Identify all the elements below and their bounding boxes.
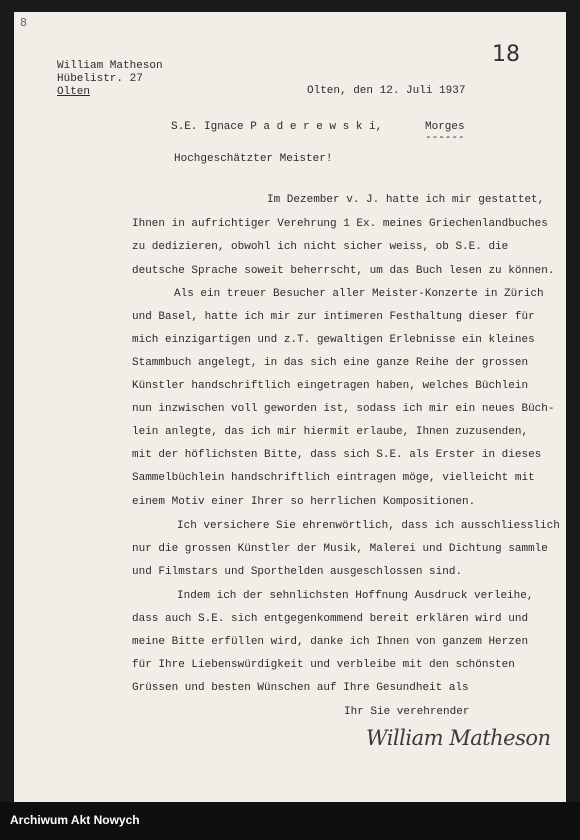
archive-footer: [0, 802, 580, 840]
body-line: Künstler handschriftlich eingetragen haben, welches Büchlein: [132, 380, 529, 392]
body-line: meine Bitte erfüllen wird, danke ich Ihnen von ganzem Herzen: [132, 636, 529, 648]
body-line: Ihnen in aufrichtiger Verehrung 1 Ex. meines Griechenlandbuches: [132, 218, 548, 230]
sender-street: Hübelistr. 27: [57, 73, 143, 85]
archive-name: Archiwum Akt Nowych: [10, 813, 140, 827]
body-line: zu dedizieren, obwohl ich nicht sicher weiss, ob S.E. die: [132, 241, 509, 253]
body-line: Ich versichere Sie ehrenwörtlich, dass ich ausschliesslich: [177, 520, 560, 532]
handwritten-signature: William Matheson: [366, 726, 551, 750]
recipient-place: Morges: [425, 121, 465, 133]
sender-name: William Matheson: [57, 60, 163, 72]
sender-city: Olten: [57, 86, 91, 98]
body-line: einem Motiv einer Ihrer so herrlichen Kompositionen.: [132, 496, 476, 508]
recipient-line: S.E. Ignace P a d e r e w s k i,: [171, 121, 383, 133]
body-line: und Filmstars und Sporthelden ausgeschlossen sind.: [132, 566, 463, 578]
body-line: nur die grossen Künstler der Musik, Malerei und Dichtung sammle: [132, 543, 548, 555]
body-line: und Basel, hatte ich mir zur intimeren Festhaltung dieser für: [132, 311, 535, 323]
body-line: lein anlegte, das ich mir hiermit erlaube, Ihnen zuzusenden,: [132, 426, 529, 438]
body-line: mich einzigartigen und z.T. gewaltigen Erlebnisse ein kleines: [132, 334, 535, 346]
body-line: deutsche Sprache soweit beherrscht, um das Buch lesen zu können.: [132, 265, 555, 277]
salutation: Hochgeschätzter Meister!: [174, 153, 333, 165]
corner-mark: 8: [20, 16, 27, 29]
date-line: Olten, den 12. Juli 1937: [307, 85, 466, 97]
body-line: Als ein treuer Besucher aller Meister-Konzerte in Zürich: [174, 288, 544, 300]
letter-page: [14, 12, 566, 802]
closing: Ihr Sie verehrender: [344, 706, 470, 718]
body-line: Grüssen und besten Wünschen auf Ihre Gesundheit als: [132, 682, 469, 694]
body-line: dass auch S.E. sich entgegenkommend bereit erklären wird und: [132, 613, 529, 625]
recipient-place-underline: ------: [425, 132, 465, 144]
body-line: Im Dezember v. J. hatte ich mir gestattet,: [267, 194, 545, 206]
body-line: nun inzwischen voll geworden ist, sodass ich mir ein neues Büch-: [132, 403, 555, 415]
body-line: für Ihre Liebenswürdigkeit und verbleibe mit den schönsten: [132, 659, 515, 671]
body-line: Indem ich der sehnlichsten Hoffnung Ausdruck verleihe,: [177, 590, 534, 602]
body-line: Stammbuch angelegt, in das sich eine ganze Reihe der grossen: [132, 357, 529, 369]
body-line: Sammelbüchlein handschriftlich eintragen möge, vielleicht mit: [132, 472, 535, 484]
body-line: mit der höflichsten Bitte, dass sich S.E. als Erster in dieses: [132, 449, 542, 461]
page-number: 18: [492, 42, 520, 67]
